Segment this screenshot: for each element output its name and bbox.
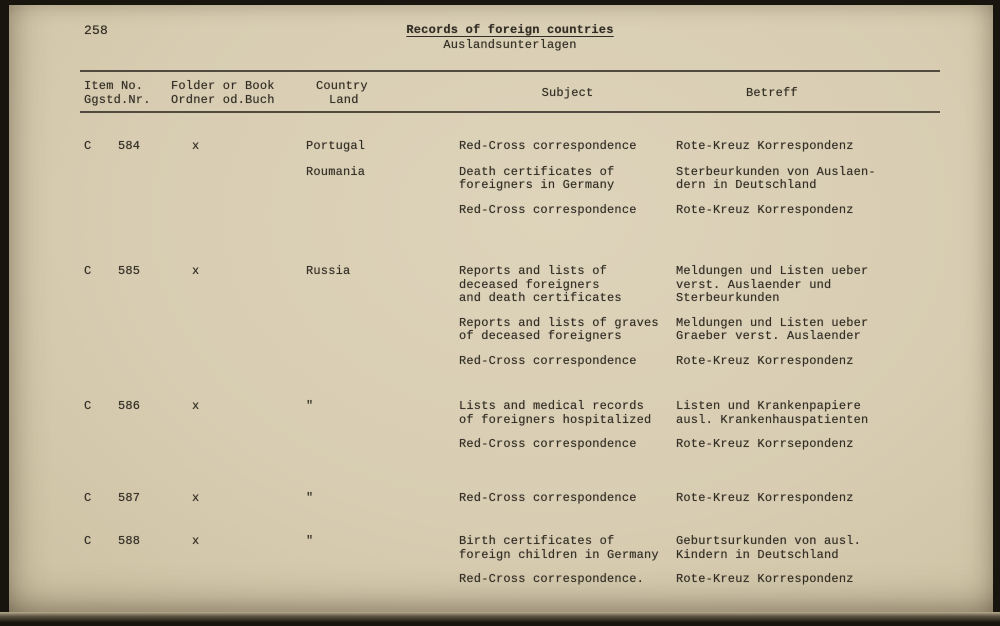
column-header-item-line1: Item No. (84, 79, 144, 93)
country-cell: Portugal (306, 139, 366, 153)
betreff-line: Rote-Kreuz Korrespondenz (676, 572, 854, 586)
betreff-line: Rote-Kreuz Korrespondenz (676, 490, 854, 505)
subject-line: Red-Cross correspondence (459, 139, 637, 153)
betreff-line: dern in Deutschland (676, 178, 817, 192)
table-entry (80, 492, 940, 506)
table-entry (80, 265, 940, 368)
subject-line: and death certificates (459, 291, 622, 305)
subject-line: Red-Cross correspondence (459, 202, 637, 217)
entry-groups (306, 140, 940, 217)
column-header-betreff (676, 80, 940, 107)
betreff-cell (676, 438, 940, 452)
country-cell: Russia (306, 264, 351, 278)
page-number: 258 (84, 23, 109, 38)
betreff-line: Rote-Kreuz Korrsepondenz (676, 437, 854, 451)
subject-cell (459, 355, 676, 369)
country-cell: " (306, 399, 314, 413)
country-group (306, 140, 940, 154)
item-letter-cell: C (84, 264, 92, 278)
betreff-cell (676, 400, 940, 427)
divider-top (80, 70, 940, 72)
table-entry (80, 140, 940, 217)
betreff-cell (676, 204, 940, 218)
column-header-folder-line2: Ordner od.Buch (171, 92, 275, 107)
subject-line: Red-Cross correspondence (459, 490, 637, 505)
betreff-cell (676, 573, 940, 587)
divider-header (80, 111, 940, 113)
folder-mark-cell: x (192, 139, 200, 153)
betreff-line: Sterbeurkunden (676, 291, 780, 305)
entry-groups (306, 265, 940, 368)
item-number-cell: 587 (118, 490, 141, 505)
country-cell: " (306, 490, 314, 505)
subject-cell (459, 140, 676, 154)
item-letter-cell: C (84, 534, 92, 548)
subject-cell (459, 400, 676, 427)
item-letter-cell: C (84, 399, 92, 413)
table-body (80, 140, 940, 587)
column-header-subject (459, 80, 676, 107)
item-number-cell: 584 (118, 139, 141, 153)
subject-line: Red-Cross correspondence (459, 353, 637, 368)
group-rows (459, 166, 940, 218)
subject-betreff-row (459, 535, 940, 562)
column-header-subject-label: Subject (541, 85, 594, 100)
betreff-cell (676, 317, 940, 344)
group-rows (459, 400, 940, 452)
subject-betreff-row (459, 438, 940, 452)
subject-line: Red-Cross correspondence. (459, 572, 645, 586)
table-entry (80, 535, 940, 587)
betreff-line: Meldungen und Listen ueber (676, 315, 869, 330)
betreff-line: Rote-Kreuz Korrespondenz (676, 353, 854, 368)
subject-betreff-row (459, 166, 940, 193)
subject-line: Reports and lists of graves (459, 315, 659, 330)
subject-cell (459, 573, 676, 587)
column-header-betreff-label: Betreff (746, 85, 798, 100)
subject-betreff-row (459, 400, 940, 427)
country-group (306, 166, 940, 218)
item-number-cell: 586 (118, 399, 141, 413)
betreff-cell (676, 535, 940, 562)
subject-betreff-row (459, 317, 940, 344)
country-group (306, 400, 940, 452)
entry-groups (306, 535, 940, 587)
betreff-cell (676, 265, 940, 306)
page-subtitle: Auslandsunterlagen (443, 37, 577, 52)
column-header-country-line1: Country (316, 79, 368, 93)
country-group (306, 492, 940, 506)
item-number-cell: 585 (118, 264, 141, 278)
subject-line: Reports and lists of (459, 264, 608, 278)
subject-betreff-row (459, 492, 940, 506)
subject-cell (459, 166, 676, 193)
subject-line: Lists and medical records (459, 399, 645, 413)
scan-bottom-edge (0, 612, 1000, 626)
subject-cell (459, 317, 676, 344)
betreff-line: Kindern in Deutschland (676, 547, 839, 562)
betreff-line: Rote-Kreuz Korrespondenz (676, 139, 854, 153)
subject-line: Death certificates of (459, 164, 615, 179)
folder-mark-cell: x (192, 490, 200, 505)
country-cell: Roumania (306, 164, 366, 179)
country-group (306, 265, 940, 368)
subject-betreff-row (459, 573, 940, 587)
table-entry (80, 400, 940, 452)
entry-groups (306, 492, 940, 506)
table-header-row (80, 80, 940, 107)
subject-line: Birth certificates of (459, 534, 615, 548)
betreff-cell (676, 140, 940, 154)
subject-betreff-row (459, 355, 940, 369)
country-group (306, 535, 940, 587)
subject-line: foreigners in Germany (459, 178, 615, 192)
folder-mark-cell: x (192, 399, 200, 413)
betreff-line: ausl. Krankenhauspatienten (676, 412, 869, 427)
entry-groups (306, 400, 940, 452)
column-header-folder (171, 80, 306, 107)
betreff-line: Graeber verst. Auslaender (676, 329, 862, 343)
page-title: Records of foreign countries (406, 23, 614, 37)
subject-betreff-row (459, 265, 940, 306)
subject-line: foreign children in Germany (459, 547, 659, 562)
betreff-line: Listen und Krankenpapiere (676, 399, 862, 413)
group-rows (459, 535, 940, 587)
column-header-item-no (80, 80, 171, 107)
betreff-cell (676, 166, 940, 193)
betreff-line: Geburtsurkunden von ausl. (676, 534, 862, 548)
item-number-cell: 588 (118, 534, 141, 548)
item-letter-cell: C (84, 139, 92, 153)
subject-betreff-row (459, 204, 940, 218)
group-rows (459, 492, 940, 506)
betreff-line: verst. Auslaender und (676, 277, 832, 292)
subject-cell (459, 265, 676, 306)
column-header-country (306, 80, 459, 107)
betreff-cell (676, 492, 940, 506)
column-header-country-line2: Land (329, 92, 359, 107)
betreff-line: Meldungen und Listen ueber (676, 264, 869, 278)
country-cell: " (306, 534, 314, 548)
group-rows (459, 140, 940, 154)
column-header-folder-line1: Folder or Book (171, 79, 275, 93)
folder-mark-cell: x (192, 264, 200, 278)
betreff-cell (676, 355, 940, 369)
subject-betreff-row (459, 140, 940, 154)
subject-line: deceased foreigners (459, 277, 600, 292)
document-page (9, 5, 993, 612)
subject-cell (459, 535, 676, 562)
page-header (80, 19, 940, 52)
subject-line: Red-Cross correspondence (459, 437, 637, 451)
column-header-item-line2: Ggstd.Nr. (84, 92, 151, 107)
betreff-line: Rote-Kreuz Korrespondenz (676, 202, 854, 217)
subject-line: of foreigners hospitalized (459, 412, 652, 427)
subject-cell (459, 204, 676, 218)
subject-cell (459, 438, 676, 452)
subject-cell (459, 492, 676, 506)
betreff-line: Sterbeurkunden von Auslaen- (676, 164, 876, 179)
group-rows (459, 265, 940, 368)
folder-mark-cell: x (192, 534, 200, 548)
subject-line: of deceased foreigners (459, 329, 622, 343)
item-letter-cell: C (84, 490, 92, 505)
